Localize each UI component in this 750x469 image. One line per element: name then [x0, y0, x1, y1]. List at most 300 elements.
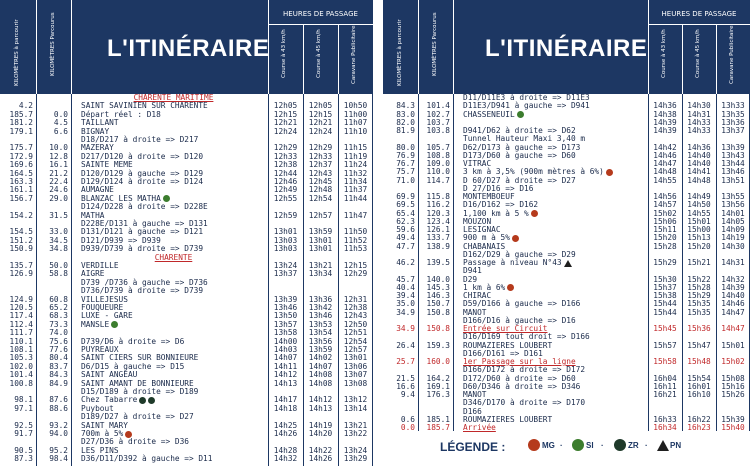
zr-icon	[148, 397, 155, 404]
time-caravane: 11h44	[343, 193, 368, 203]
time-course43: 14h03	[273, 345, 298, 354]
time-caravane: 11h00	[343, 109, 368, 119]
time-caravane: 12h51	[343, 328, 368, 338]
itinerary-row	[383, 383, 750, 390]
route-text: D6/D15 à gauche => D15	[81, 361, 185, 371]
km-done: 123.4	[426, 216, 450, 226]
time-course43: 15h37	[653, 282, 677, 292]
route-text: LES PINS	[81, 445, 119, 455]
route-text: D27/D36 à droite => D36	[81, 437, 189, 447]
itinerary-row	[0, 354, 373, 361]
route-text: D941/D62 à droite => D62	[463, 126, 576, 135]
itinerary-row	[0, 262, 373, 269]
time-course43: 12h24	[273, 126, 298, 136]
route-text: 1,100 km à 5 %	[463, 210, 646, 218]
right-h-km-parcourus: KILOMÈTRES Parcourus	[432, 12, 438, 76]
itinerary-row	[0, 212, 373, 219]
itinerary-row	[0, 254, 373, 261]
route-text: MANOT	[463, 390, 487, 399]
time-course45: 15h35	[687, 299, 711, 309]
si-icon	[572, 439, 584, 451]
itinerary-row	[383, 152, 750, 159]
time-course45: 12h21	[308, 118, 333, 128]
time-course45: 13h46	[308, 311, 333, 321]
left-panel	[0, 0, 373, 469]
time-caravane: 13h21	[343, 420, 368, 430]
time-course45: 13h36	[308, 294, 333, 304]
time-caravane: 14h39	[721, 282, 745, 292]
itinerary-row	[0, 430, 373, 437]
time-course45: 16h01	[687, 381, 711, 391]
km-done: 126.1	[426, 225, 450, 234]
route-text: D131/D121 à gauche => D121	[81, 227, 204, 237]
time-course45: 14h33	[687, 126, 711, 135]
time-caravane: 13h39	[721, 142, 745, 152]
time-course45: 14h20	[308, 429, 333, 438]
route-text: D129/D124 à droite => D124	[81, 177, 204, 186]
time-course43: 15h58	[653, 357, 677, 366]
time-course45: 16h10	[687, 390, 711, 399]
route-text: D217/D120 à droite => D120	[81, 151, 204, 161]
itinerary-row	[0, 119, 373, 126]
time-course45: 12h24	[308, 126, 333, 136]
km-done: 33.0	[49, 227, 68, 237]
time-course43: 14h25	[273, 420, 298, 430]
route-text: TAILLANT	[81, 118, 119, 128]
km-remaining: 83.0	[396, 109, 415, 119]
itinerary-row	[0, 128, 373, 135]
itinerary-row	[0, 102, 373, 109]
time-caravane: 11h47	[343, 210, 368, 220]
route-text: D172/D60 à droite => D60	[463, 373, 576, 383]
route-text: AIGRE	[81, 269, 105, 279]
route-text: LESIGNAC	[463, 225, 501, 234]
km-done: 4.5	[53, 118, 68, 128]
itinerary-row	[383, 424, 750, 431]
km-remaining: 101.4	[9, 370, 33, 380]
time-caravane: 15h16	[721, 381, 745, 391]
km-done: 115.8	[426, 192, 450, 201]
time-course45: 14h36	[687, 142, 711, 152]
time-course43: 13h03	[273, 244, 298, 254]
itinerary-row	[0, 346, 373, 353]
time-caravane: 12h29	[343, 269, 368, 279]
time-course43: 12h38	[273, 160, 298, 170]
km-done: 60.8	[49, 294, 68, 304]
time-caravane: 13h01	[343, 353, 368, 363]
time-course45: 15h00	[687, 225, 711, 234]
time-course43: 14h13	[273, 378, 298, 388]
time-course43: 14h26	[273, 429, 298, 438]
itinerary-row	[0, 296, 373, 303]
pn-icon	[564, 260, 572, 267]
time-caravane: 15h26	[721, 390, 745, 399]
right-h-course43: Course à 43 km/h	[661, 29, 667, 78]
km-done: 80.4	[49, 353, 68, 363]
time-caravane: 13h55	[721, 192, 745, 201]
km-done: 159.3	[426, 340, 450, 350]
km-remaining: 111.7	[9, 328, 33, 338]
time-caravane: 14h46	[721, 299, 745, 309]
km-remaining: 150.9	[9, 244, 33, 254]
itinerary-row	[383, 267, 750, 274]
time-course45: 14h02	[308, 353, 333, 363]
zr-icon	[139, 397, 146, 404]
time-caravane: 14h31	[721, 258, 745, 267]
time-caravane: 11h34	[343, 177, 368, 186]
route-text: BLANZAC LES MATHA	[81, 195, 266, 203]
right-title: L'ITINÉRAIRE	[485, 35, 648, 62]
itinerary-row	[0, 186, 373, 193]
time-course43: 14h11	[273, 361, 298, 371]
route-text: D15/D189 à droite => D189	[81, 387, 199, 396]
time-course43: 15h20	[653, 233, 677, 243]
route-text: SAINT MARY	[81, 420, 128, 430]
time-course43: 14h32	[273, 454, 298, 464]
time-course43: 12h44	[273, 168, 298, 178]
itinerary-row	[0, 455, 373, 462]
km-done: 29.0	[49, 193, 68, 203]
left-heures-label: HEURES DE PASSAGE	[283, 10, 358, 18]
time-course45: 12h15	[308, 109, 333, 119]
itinerary-row	[383, 416, 750, 423]
km-done: 103.8	[426, 126, 450, 135]
route-text: Entrée sur Circuit	[463, 324, 548, 333]
time-course43: 13h24	[273, 261, 298, 270]
km-remaining: 16.6	[396, 381, 415, 391]
itinerary-row	[383, 243, 750, 250]
itinerary-row	[0, 329, 373, 336]
time-course45: 14h22	[308, 445, 333, 455]
km-remaining: 117.4	[9, 311, 33, 321]
time-course45: 12h05	[308, 101, 333, 111]
time-caravane: 13h07	[343, 370, 368, 380]
time-course43: 14h42	[653, 142, 677, 152]
right-title-cell	[453, 0, 649, 94]
km-remaining: 47.7	[396, 241, 415, 251]
km-remaining: 154.2	[9, 210, 33, 220]
time-course45: 12h29	[308, 143, 333, 153]
km-done: 150.8	[426, 307, 450, 317]
route-text: Départ réel : D18	[81, 109, 161, 119]
route-text: VERDILLE	[81, 261, 119, 270]
time-caravane: 12h15	[343, 261, 368, 270]
route-text: MONTEMBOEUF	[463, 192, 515, 201]
km-remaining: 65.4	[396, 208, 415, 218]
itinerary-row	[383, 333, 750, 340]
km-remaining: 25.7	[396, 357, 415, 366]
itinerary-row	[383, 309, 750, 316]
time-course45: 15h54	[687, 373, 711, 383]
km-done: 84.3	[49, 370, 68, 380]
time-course43: 15h11	[653, 225, 677, 234]
route-text: 1er Passage sur la ligne	[463, 357, 576, 366]
right-heures-label: HEURES DE PASSAGE	[661, 10, 737, 18]
route-text: D941	[463, 266, 482, 276]
route-text: 700m à 5%	[81, 430, 266, 438]
time-course43: 13h01	[273, 227, 298, 237]
km-done: 109.0	[426, 159, 450, 168]
km-remaining: 34.9	[396, 324, 415, 333]
route-text: MAZERAY	[81, 143, 114, 153]
itinerary-row	[0, 422, 373, 429]
time-course43: 13h57	[273, 319, 298, 329]
km-remaining: 126.9	[9, 269, 33, 279]
itinerary-row	[383, 218, 750, 225]
km-remaining: 9.4	[400, 390, 415, 399]
time-course43: 12h29	[273, 143, 298, 153]
route-text: D739 /D736 à gauche => D736	[81, 277, 208, 287]
itinerary-row	[383, 135, 750, 142]
time-course43: 14h12	[273, 370, 298, 380]
km-remaining: 92.5	[14, 420, 33, 430]
mg-icon	[512, 235, 519, 242]
km-remaining: 46.2	[396, 258, 415, 267]
time-course43: 14h38	[653, 109, 677, 119]
time-caravane: 14h47	[721, 307, 745, 317]
left-h-caravane: Caravane Publicitaire	[351, 25, 357, 84]
route-text: PUYREAUX	[81, 345, 119, 354]
km-done: 95.2	[49, 445, 68, 455]
time-caravane: 12h31	[343, 294, 368, 304]
km-remaining: 49.4	[396, 233, 415, 243]
time-course45: 15h21	[687, 258, 711, 267]
time-course45: 14h40	[687, 159, 711, 168]
route-text: CHARENTE	[154, 252, 193, 262]
km-remaining: 75.7	[396, 167, 415, 177]
time-caravane: 13h22	[343, 429, 368, 438]
time-course43: 12h33	[273, 151, 298, 161]
km-remaining: 91.7	[14, 429, 33, 438]
km-remaining: 40.4	[396, 282, 415, 292]
km-done: 74.0	[49, 328, 68, 338]
time-caravane: 14h05	[721, 216, 745, 226]
km-remaining: 81.9	[396, 126, 415, 135]
route-text: 900 m à 5%	[463, 234, 646, 242]
km-remaining: 45.7	[396, 274, 415, 284]
route-text: D166/D172 à droite => D172	[463, 365, 586, 375]
time-caravane: 14h19	[721, 233, 745, 243]
time-course43: 12h46	[273, 177, 298, 186]
time-course45: 14h31	[687, 109, 711, 119]
time-course43: 16h21	[653, 390, 677, 399]
itinerary-row	[383, 350, 750, 357]
time-course45: 13h42	[308, 303, 333, 312]
km-remaining: 90.5	[14, 445, 33, 455]
time-course45: 14h19	[308, 420, 333, 430]
itinerary-row	[0, 413, 373, 420]
time-caravane: 13h33	[721, 101, 745, 111]
mg-icon	[507, 284, 514, 291]
left-h-course43: Course à 43 km/h	[281, 29, 287, 78]
route-text: BIGNAY	[81, 126, 110, 136]
km-remaining: 0.0	[400, 423, 415, 432]
km-done: 139.5	[426, 258, 450, 267]
route-text: ROUMAZIERES LOUBERT	[463, 414, 553, 424]
km-done: 16.1	[49, 160, 68, 170]
time-course45: 12h45	[308, 177, 333, 186]
itinerary-row	[383, 358, 750, 365]
route-text: Tunnel Hauteur Maxi 3,40 m	[463, 134, 586, 144]
time-course43: 13h39	[273, 294, 298, 304]
km-remaining: 34.9	[396, 307, 415, 317]
time-course45: 14h08	[308, 378, 333, 388]
km-remaining: 181.2	[9, 118, 33, 128]
zr-icon	[614, 439, 626, 451]
time-course45: 14h26	[308, 454, 333, 464]
route-text: 3 km à 3,5% (900m mètres à 6%)	[463, 168, 646, 176]
km-remaining: 76.9	[396, 150, 415, 160]
route-text: D62/D173 à gauche => D173	[463, 142, 581, 152]
route-text: Chez Tabarre	[81, 396, 266, 404]
time-course45: 13h59	[308, 227, 333, 237]
km-done: 65.2	[49, 303, 68, 312]
time-course43: 16h11	[653, 381, 677, 391]
time-course43: 12h21	[273, 118, 298, 128]
time-caravane: 12h38	[343, 303, 368, 312]
time-course45: 14h55	[687, 208, 711, 218]
route-text: CHARENTE MARITIME	[133, 93, 214, 102]
time-caravane: 13h08	[343, 378, 368, 388]
time-caravane: 14h47	[721, 324, 745, 333]
itinerary-row	[383, 284, 750, 291]
time-course45: 14h33	[687, 117, 711, 127]
km-done: 176.3	[426, 390, 450, 399]
km-remaining: 156.7	[9, 193, 33, 203]
time-caravane: 13h14	[343, 403, 368, 413]
itinerary-row	[383, 325, 750, 332]
time-course43: 14h39	[653, 117, 677, 127]
km-done: 160.0	[426, 357, 450, 366]
itinerary-row	[0, 371, 373, 378]
time-course43: 14h17	[273, 395, 298, 405]
km-remaining: 69.5	[396, 200, 415, 210]
time-caravane: 11h24	[343, 160, 368, 170]
legend-zr-label: ZR	[628, 441, 639, 450]
time-course45: 13h34	[308, 269, 333, 279]
itinerary-row	[383, 300, 750, 307]
itinerary-row	[0, 447, 373, 454]
time-caravane: 13h24	[343, 445, 368, 455]
time-course43: 15h06	[653, 216, 677, 226]
left-h-km-parcourus: KILOMÈTRES Parcourus	[50, 12, 56, 76]
km-done: 73.3	[49, 319, 68, 329]
time-course45: 13h54	[308, 328, 333, 338]
route-text: Arrivée	[463, 423, 496, 432]
itinerary-row	[383, 111, 750, 118]
route-text: D939/D739 à droite => D739	[81, 244, 204, 254]
itinerary-row	[383, 391, 750, 398]
time-caravane: 12h57	[343, 345, 368, 354]
time-course43: 15h44	[653, 299, 677, 309]
left-title: L'ITINÉRAIRE	[107, 35, 270, 62]
itinerary-row	[0, 270, 373, 277]
time-course43: 14h28	[273, 445, 298, 455]
km-done: 21.2	[49, 168, 68, 178]
legend-sep-1: ·	[560, 441, 563, 450]
time-course45: 14h30	[687, 101, 711, 111]
km-remaining: 105.3	[9, 353, 33, 363]
km-remaining: 4.2	[18, 101, 33, 111]
km-done: 150.7	[426, 299, 450, 309]
time-course43: 12h49	[273, 185, 298, 195]
time-caravane: 13h56	[721, 200, 745, 210]
itinerary-row	[0, 220, 373, 227]
route-text: D166	[463, 406, 482, 416]
time-caravane: 15h01	[721, 340, 745, 350]
km-done: 146.3	[426, 291, 450, 300]
time-caravane: 12h54	[343, 336, 368, 346]
itinerary-row	[0, 304, 373, 311]
right-panel	[383, 0, 750, 469]
itinerary-row	[383, 375, 750, 382]
time-course43: 14h18	[273, 403, 298, 413]
km-remaining: 62.3	[396, 216, 415, 226]
itinerary-row	[383, 251, 750, 258]
time-course43: 14h00	[273, 336, 298, 346]
km-done: 120.3	[426, 208, 450, 218]
km-done: 0.0	[53, 109, 68, 119]
route-text: Passage à niveau N°43	[463, 259, 646, 267]
time-caravane: 14h01	[721, 208, 745, 218]
itinerary-row	[383, 317, 750, 324]
time-course45: 15h35	[687, 307, 711, 317]
time-course43: 14h56	[653, 192, 677, 201]
time-course43: 14h36	[653, 101, 677, 111]
km-remaining: 87.3	[14, 454, 33, 464]
time-caravane: 12h50	[343, 319, 368, 329]
time-course43: 14h48	[653, 167, 677, 177]
time-caravane: 13h44	[721, 159, 745, 168]
time-course43: 15h38	[653, 291, 677, 300]
time-course45: 13h59	[308, 345, 333, 354]
km-remaining: 102.0	[9, 361, 33, 371]
route-text: D166/D161 => D161	[463, 348, 543, 358]
km-done: 75.6	[49, 336, 68, 346]
km-done: 150.8	[426, 324, 450, 333]
km-done: 58.8	[49, 269, 68, 279]
time-course45: 14h50	[687, 200, 711, 210]
km-done: 31.5	[49, 210, 68, 220]
km-done: 93.2	[49, 420, 68, 430]
route-text: CHABANAIS	[463, 241, 506, 251]
itinerary-row	[383, 366, 750, 373]
itinerary-row	[383, 168, 750, 175]
mg-icon	[531, 210, 538, 217]
km-remaining: 82.0	[396, 117, 415, 127]
si-icon	[517, 111, 524, 118]
km-done: 94.0	[49, 429, 68, 438]
route-text: CHIRAC	[463, 291, 492, 300]
km-done: 6.6	[53, 126, 68, 136]
time-course45: 15h13	[687, 233, 711, 243]
time-course45: 13h01	[308, 244, 333, 254]
km-remaining: 98.1	[14, 395, 33, 405]
route-text: D11E3/D941 à gauche => D941	[463, 101, 590, 111]
time-course43: 14h57	[653, 200, 677, 210]
route-text: D162/D29 à gauche => D29	[463, 249, 576, 259]
km-remaining: 120.5	[9, 303, 33, 312]
left-title-cell	[71, 0, 269, 94]
route-text: SAINT ANGEAU	[81, 370, 138, 380]
route-text: Puybout	[81, 403, 114, 413]
itinerary-row	[0, 170, 373, 177]
time-course43: 14h46	[653, 150, 677, 160]
route-text: ROUMAZIERES LOUBERT	[463, 340, 553, 350]
time-course45: 12h43	[308, 168, 333, 178]
km-done: 185.1	[426, 414, 450, 424]
km-done: 98.4	[49, 454, 68, 464]
